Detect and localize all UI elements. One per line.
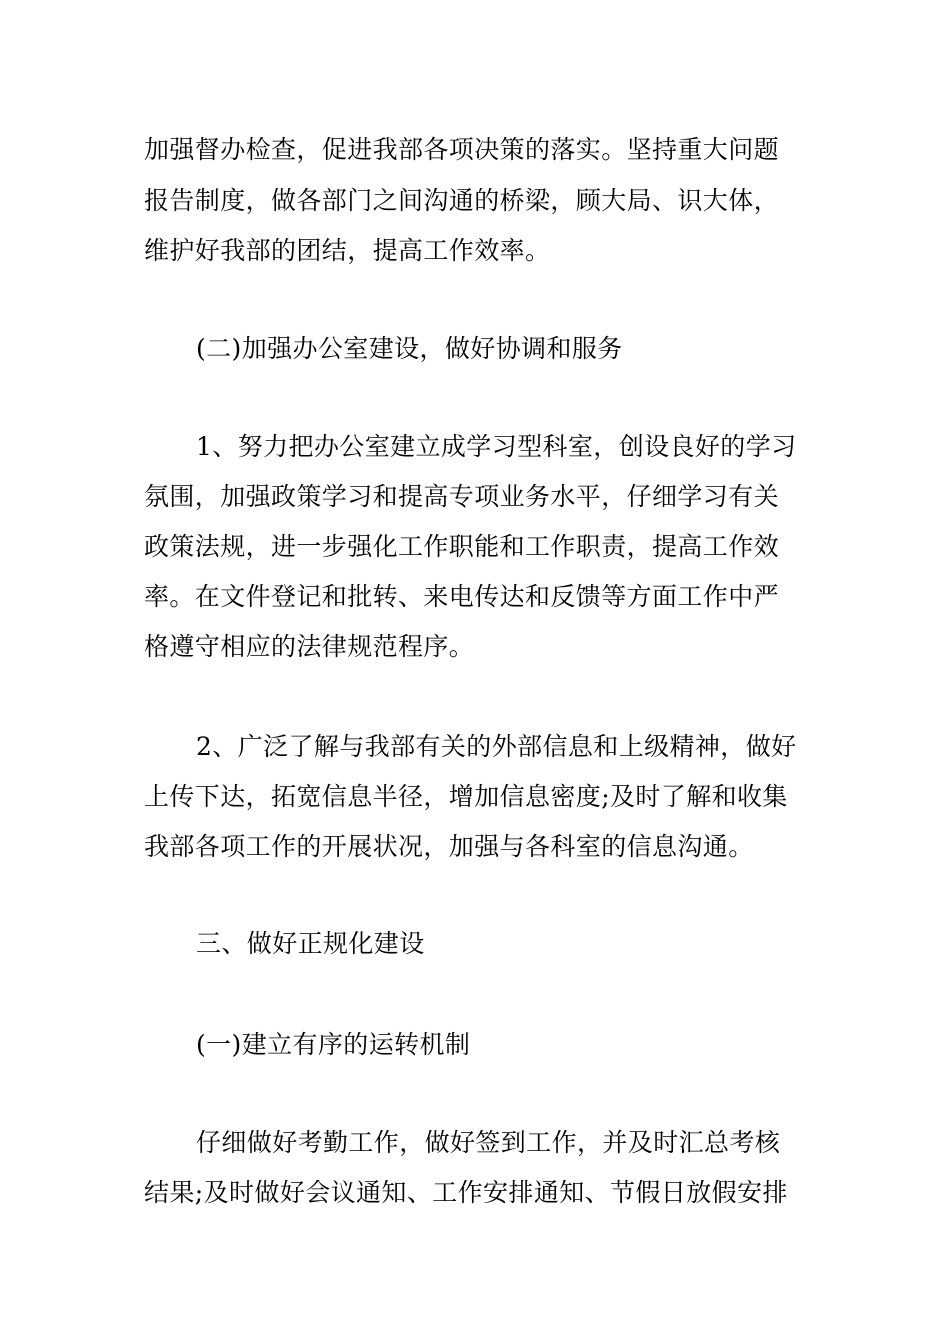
paragraph-line: 结果;及时做好会议通知、工作安排通知、节假日放假安排 bbox=[144, 1178, 788, 1207]
paragraph-line: 格遵守相应的法律规范程序。 bbox=[144, 632, 475, 661]
paragraph-line: 率。在文件登记和批转、来电传达和反馈等方面工作中严 bbox=[144, 582, 780, 611]
paragraph-line: 加强督办检查，促进我部各项决策的落实。坚持重大问题 bbox=[144, 135, 780, 164]
paragraph-line: 1、努力把办公室建立成学习型科室，创设良好的学习 bbox=[196, 432, 797, 461]
paragraph-line: 氛围，加强政策学习和提高专项业务水平，仔细学习有关 bbox=[144, 482, 780, 511]
paragraph-line: 维护好我部的团结，提高工作效率。 bbox=[144, 236, 551, 265]
section-heading: (二)加强办公室建设，做好协调和服务 bbox=[196, 334, 623, 363]
paragraph-line: 2、广泛了解与我部有关的外部信息和上级精神，做好 bbox=[196, 732, 797, 761]
paragraph-line: 上传下达，拓宽信息半径，增加信息密度;及时了解和收集 bbox=[144, 782, 788, 811]
paragraph-line: 仔细做好考勤工作，做好签到工作，并及时汇总考核 bbox=[196, 1128, 781, 1157]
paragraph-line: 政策法规，进一步强化工作职能和工作职责，提高工作效 bbox=[144, 532, 780, 561]
section-heading: 三、做好正规化建设 bbox=[196, 929, 425, 958]
paragraph-line: 我部各项工作的开展状况，加强与各科室的信息沟通。 bbox=[144, 832, 754, 861]
section-heading: (一)建立有序的运转机制 bbox=[196, 1030, 471, 1059]
paragraph-line: 报告制度，做各部门之间沟通的桥梁，顾大局、识大体， bbox=[144, 186, 780, 215]
